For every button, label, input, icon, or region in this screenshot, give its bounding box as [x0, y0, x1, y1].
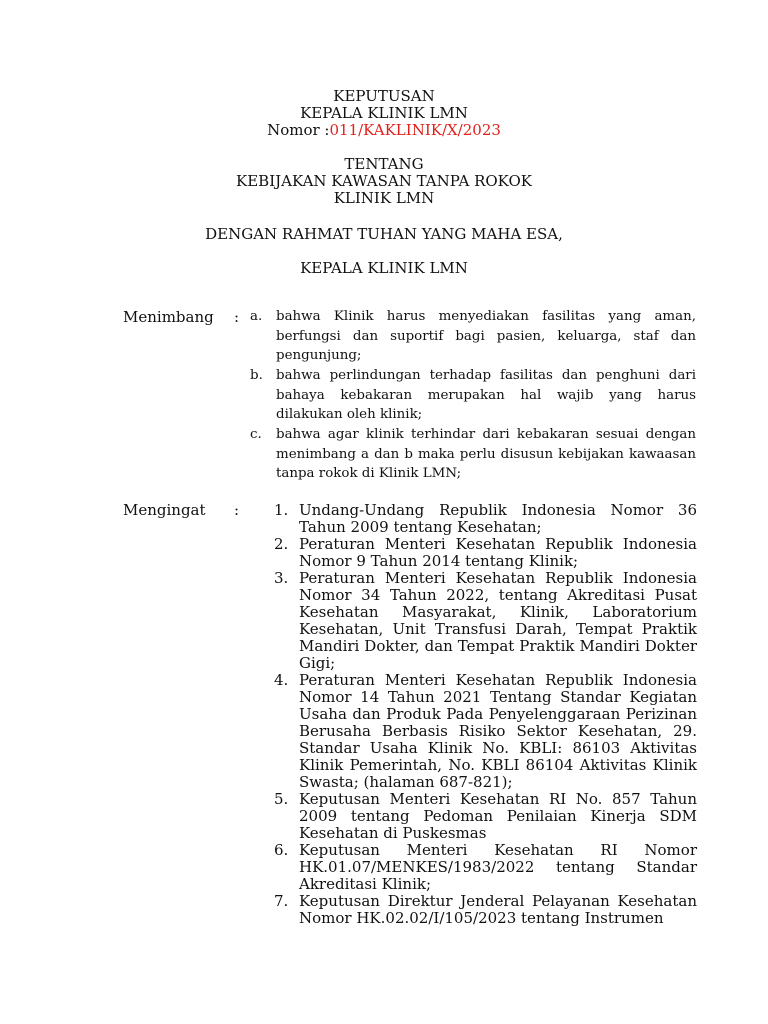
- mengingat-item-marker: 3.: [274, 569, 289, 587]
- document-number: [0, 122, 768, 139]
- document-number-value: 011/KAKLINIK/X/2023: [329, 121, 501, 139]
- tentang-heading: TENTANG: [344, 155, 424, 173]
- document-title: KEPUTUSAN: [333, 87, 435, 105]
- menimbang-item-text: bahwa Klinik harus menyediakan fasilitas yang aman, berfungsi dan suportif bagi pasien, keluarga, staf dan pengunjung;: [276, 309, 696, 363]
- mengingat-item-marker: 5.: [274, 790, 289, 808]
- signatory-heading: KEPALA KLINIK LMN: [300, 259, 468, 277]
- mengingat-colon: :: [234, 501, 240, 519]
- menimbang-label: Menimbang: [123, 308, 214, 326]
- mengingat-item-text: Peraturan Menteri Kesehatan Republik Indonesia Nomor 14 Tahun 2021 Tentang Standar Kegiatan Usaha dan Produk Pada Penyelenggaraan Perizinan Berusaha Berbasis Risiko Sektor Kesehatan, 29. Standar Usaha Klinik No. KBLI: 86103 Aktivitas Klinik Pemerintah, No. KBLI 86104 Aktivitas Klinik Swasta; (halaman 687-821);: [299, 671, 697, 791]
- mengingat-item-marker: 7.: [274, 892, 289, 910]
- menimbang-colon: :: [234, 308, 240, 326]
- menimbang-item-marker: a.: [250, 309, 263, 324]
- mengingat-item-text: Keputusan Menteri Kesehatan RI No. 857 Tahun 2009 tentang Pedoman Penilaian Kinerja SDM Kesehatan di Puskesmas: [299, 790, 697, 842]
- document-issuer: KEPALA KLINIK LMN: [300, 104, 468, 122]
- menimbang-item-marker: c.: [250, 427, 262, 442]
- mengingat-item-text: Keputusan Menteri Kesehatan RI Nomor HK.01.07/MENKES/1983/2022 tentang Standar Akreditasi Klinik;: [299, 841, 697, 893]
- subject-line-1: KEBIJAKAN KAWASAN TANPA ROKOK: [236, 172, 532, 190]
- menimbang-item-text: bahwa perlindungan terhadap fasilitas dan penghuni dari bahaya kebakaran merupakan hal wajib yang harus dilakukan oleh klinik;: [276, 368, 696, 422]
- mengingat-label: Mengingat: [123, 501, 206, 519]
- document-number-label: Nomor :: [267, 121, 330, 139]
- mengingat-item-marker: 1.: [274, 501, 289, 519]
- mengingat-item-marker: 4.: [274, 671, 289, 689]
- mengingat-item-marker: 6.: [274, 841, 289, 859]
- invocation-line: DENGAN RAHMAT TUHAN YANG MAHA ESA,: [205, 225, 563, 243]
- menimbang-item-text: bahwa agar klinik terhindar dari kebakaran sesuai dengan menimbang a dan b maka perlu disusun kebijakan kawaasan tanpa rokok di Klinik LMN;: [276, 427, 696, 481]
- subject-line-2: KLINIK LMN: [333, 189, 435, 207]
- mengingat-item-text: Peraturan Menteri Kesehatan Republik Indonesia Nomor 9 Tahun 2014 tentang Klinik;: [299, 535, 697, 570]
- menimbang-item-marker: b.: [250, 368, 263, 383]
- mengingat-item-text: Peraturan Menteri Kesehatan Republik Indonesia Nomor 34 Tahun 2022, tentang Akreditasi Pusat Kesehatan Masyarakat, Klinik, Laboratorium Kesehatan, Unit Transfusi Darah, Tempat Praktik Mandiri Dokter, dan Tempat Praktik Mandiri Dokter Gigi;: [299, 569, 697, 672]
- mengingat-item-text: Keputusan Direktur Jenderal Pelayanan Kesehatan Nomor HK.02.02/I/105/2023 tentang Instrumen: [299, 892, 697, 927]
- mengingat-item-text: Undang-Undang Republik Indonesia Nomor 36 Tahun 2009 tentang Kesehatan;: [299, 501, 697, 536]
- mengingat-item-marker: 2.: [274, 535, 289, 553]
